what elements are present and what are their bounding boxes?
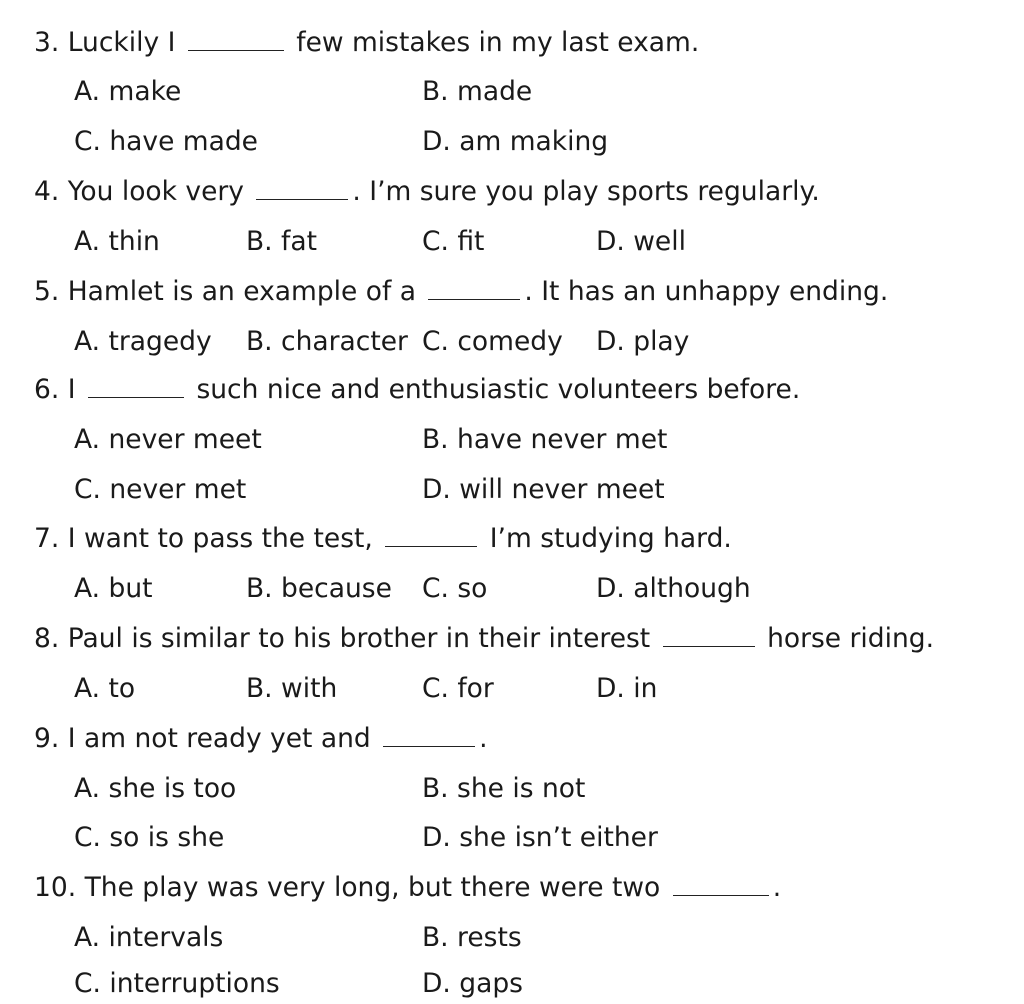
option-d: D. she isn’t either xyxy=(422,822,658,853)
options-row-q8 xyxy=(0,669,1024,709)
option-c: C. comedy xyxy=(422,326,563,357)
question-3 xyxy=(34,23,699,63)
question-10 xyxy=(34,868,781,908)
question-stem-after: few mistakes in my last exam. xyxy=(296,27,700,58)
option-d: D. although xyxy=(596,573,751,604)
options-row-q3-2 xyxy=(0,122,1024,162)
option-c: C. interruptions xyxy=(74,968,280,999)
question-9 xyxy=(34,719,488,759)
options-row-q6-2 xyxy=(0,470,1024,510)
answer-blank xyxy=(663,627,755,647)
answer-blank xyxy=(673,876,769,896)
question-7 xyxy=(34,519,732,559)
question-number: 4. xyxy=(34,176,60,207)
question-4 xyxy=(34,172,820,212)
question-stem-before: I want to pass the test, xyxy=(67,523,373,554)
option-b: B. fat xyxy=(246,226,317,257)
option-a: A. intervals xyxy=(74,922,224,953)
question-stem-before: The play was very long, but there were two xyxy=(84,872,661,903)
option-b: B. rests xyxy=(422,922,522,953)
option-a: A. she is too xyxy=(74,773,237,804)
answer-blank xyxy=(88,378,184,398)
option-b: B. she is not xyxy=(422,773,586,804)
question-stem-before: Paul is similar to his brother in their interest xyxy=(67,623,651,654)
question-number: 10. xyxy=(34,872,77,903)
question-stem-after: . xyxy=(479,723,488,754)
option-d: D. am making xyxy=(422,126,609,157)
question-number: 6. xyxy=(34,374,60,405)
options-row-q10-1 xyxy=(0,918,1024,958)
options-row-q6-1 xyxy=(0,420,1024,460)
option-d: D. will never meet xyxy=(422,474,665,505)
option-c: C. for xyxy=(422,673,494,704)
option-d: D. gaps xyxy=(422,968,523,999)
question-number: 7. xyxy=(34,523,60,554)
option-c: C. fit xyxy=(422,226,485,257)
option-c: C. have made xyxy=(74,126,258,157)
option-d: D. in xyxy=(596,673,658,704)
options-row-q10-2 xyxy=(0,964,1024,1004)
option-b: B. made xyxy=(422,76,533,107)
question-stem-after: horse riding. xyxy=(767,623,934,654)
options-row-q5 xyxy=(0,322,1024,362)
options-row-q3-1 xyxy=(0,72,1024,112)
option-c: C. so xyxy=(422,573,488,604)
option-a: A. thin xyxy=(74,226,160,257)
question-stem-before: Hamlet is an example of a xyxy=(67,276,416,307)
option-b: B. character xyxy=(246,326,408,357)
question-stem-before: Luckily I xyxy=(67,27,176,58)
option-b: B. with xyxy=(246,673,338,704)
question-6 xyxy=(34,370,800,410)
answer-blank xyxy=(256,180,348,200)
option-a: A. to xyxy=(74,673,136,704)
options-row-q7 xyxy=(0,569,1024,609)
option-c: C. so is she xyxy=(74,822,225,853)
option-d: D. well xyxy=(596,226,686,257)
question-stem-before: You look very xyxy=(67,176,244,207)
question-stem-after: I’m studying hard. xyxy=(489,523,732,554)
question-stem-after: . I’m sure you play sports regularly. xyxy=(352,176,820,207)
question-stem-after: such nice and enthusiastic volunteers before. xyxy=(196,374,801,405)
option-a: A. make xyxy=(74,76,182,107)
answer-blank xyxy=(188,31,284,51)
question-number: 8. xyxy=(34,623,60,654)
question-number: 9. xyxy=(34,723,60,754)
question-5 xyxy=(34,272,888,312)
question-stem-after: . xyxy=(772,872,782,903)
question-number: 3. xyxy=(34,27,60,58)
options-row-q9-2 xyxy=(0,818,1024,858)
question-8 xyxy=(34,619,934,659)
option-d: D. play xyxy=(596,326,690,357)
option-c: C. never met xyxy=(74,474,247,505)
question-stem-before: I am not ready yet and xyxy=(67,723,371,754)
question-number: 5. xyxy=(34,276,60,307)
answer-blank xyxy=(383,727,475,747)
question-stem-before: I xyxy=(67,374,76,405)
option-a: A. never meet xyxy=(74,424,262,455)
answer-blank xyxy=(385,527,477,547)
question-stem-after: . It has an unhappy ending. xyxy=(524,276,889,307)
options-row-q9-1 xyxy=(0,769,1024,809)
option-a: A. but xyxy=(74,573,153,604)
option-b: B. have never met xyxy=(422,424,668,455)
option-a: A. tragedy xyxy=(74,326,212,357)
options-row-q4 xyxy=(0,222,1024,262)
option-b: B. because xyxy=(246,573,392,604)
answer-blank xyxy=(428,280,520,300)
